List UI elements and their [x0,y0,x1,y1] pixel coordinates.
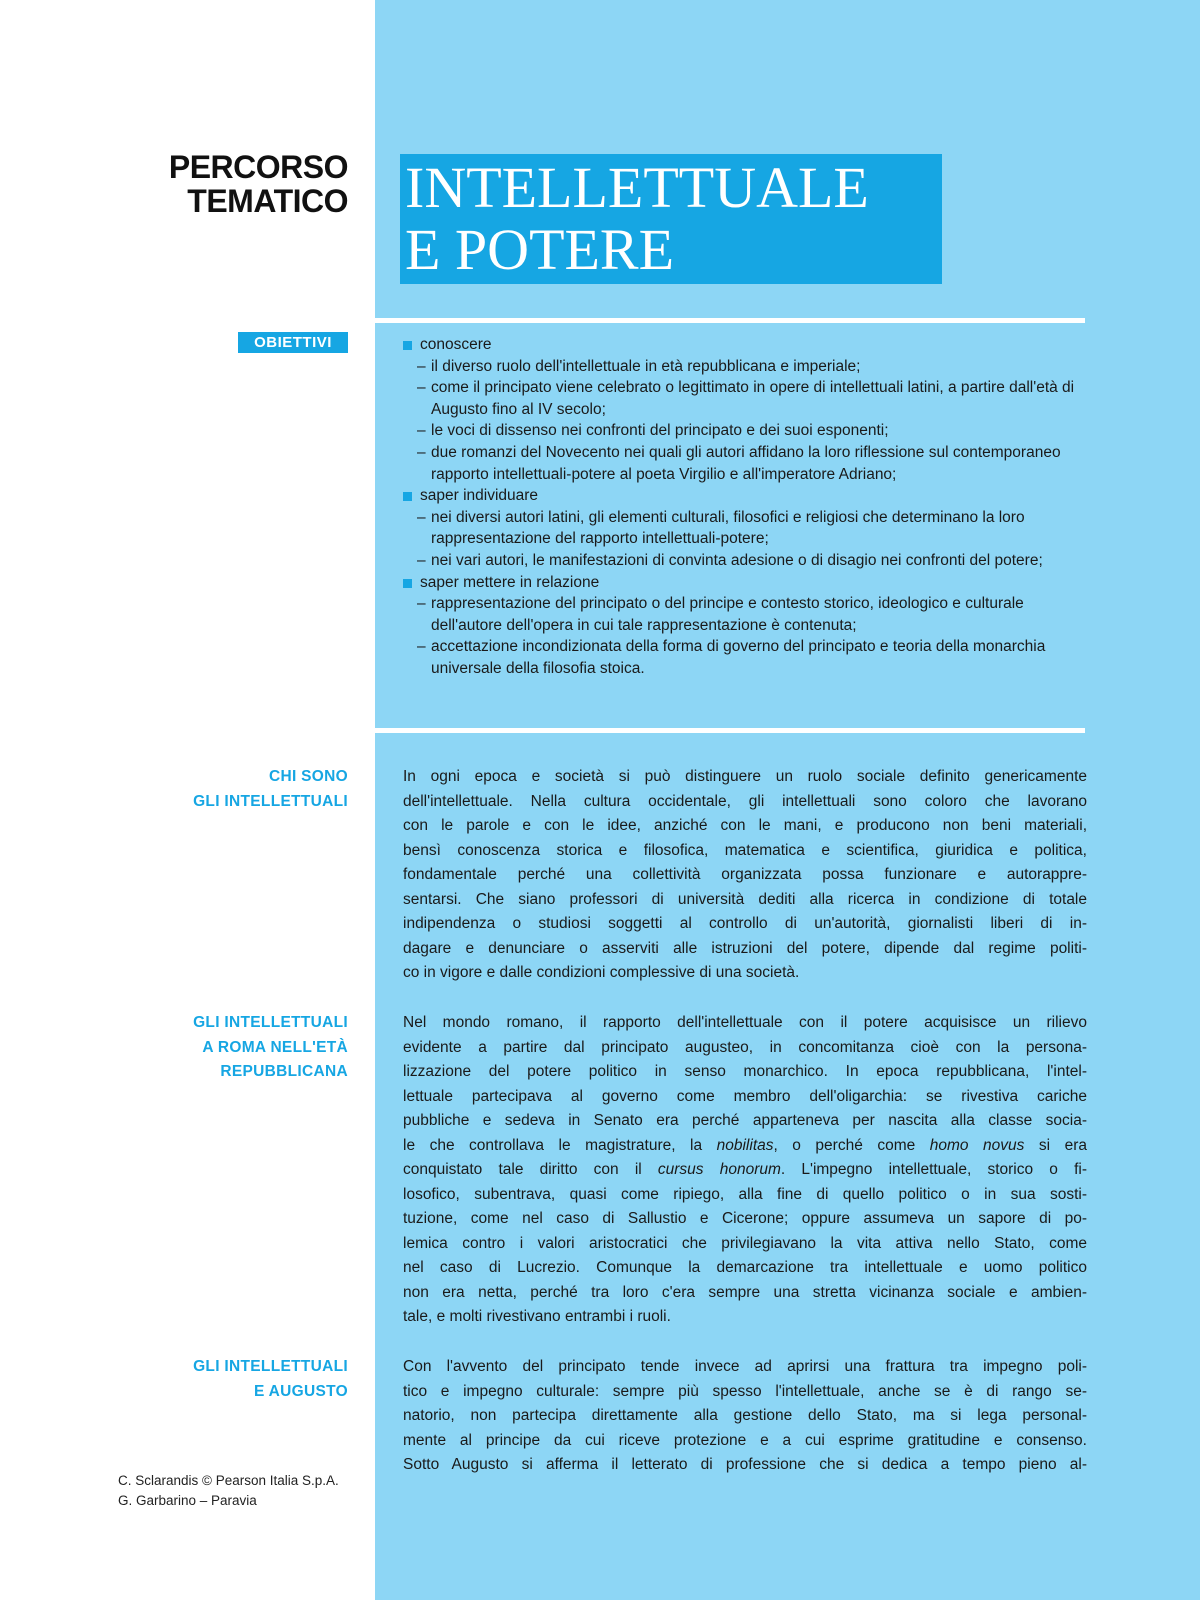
text-line: tico e impegno culturale: sempre più spesso l'intellettuale, anche se è di rango se- [403,1382,1087,1400]
objective-heading-text: conoscere [420,336,492,353]
text-line: le che controllava le magistrature, la nobilitas, o perché come homo novus si era [403,1136,1087,1154]
text-line: tuzione, come nel caso di Sallustio e Cicerone; oppure assumeva un sapore di po- [403,1210,1087,1227]
text-line: lemica contro i valori aristocratici che privilegiavano la vita attiva nello Stato, come [403,1234,1087,1252]
objective-item: – rappresentazione del principato o del principe e contesto storico, ideologico e culturale dell'autore dell'opera in cui tale rappresentazione è contenuta; [403,593,1083,636]
section-heading [120,1355,348,1404]
heading-line: A ROMA NELL'ETÀ [202,1038,348,1056]
text-line: lizzazione del potere politico in senso monarchico. In epoca repubblicana, l'intel- [403,1063,1087,1080]
text-line: dagare e denunciare o asserviti alle istruzioni del potere, dipende dal regime politi- [403,939,1087,957]
section-heading [120,765,348,814]
objective-item-text: due romanzi del Novecento nei quali gli autori affidano la loro riflessione sul contemporaneo rapporto intellettuali-potere al poeta Virgilio e all'imperatore Adriano; [431,443,1061,483]
objective-item: – il diverso ruolo dell'intellettuale in età repubblicana e imperiale; [403,356,1083,378]
square-bullet-icon [403,341,412,350]
objective-heading-text: saper mettere in relazione [420,573,600,591]
objective-item: – accettazione incondizionata della forma di governo del principato e teoria della monarchia universale della filosofia stoica. [403,636,1083,679]
objective-item: – nei vari autori, le manifestazioni di convinta adesione o di disagio nei confronti del potere; [403,550,1083,572]
heading-line: GLI INTELLETTUALI [193,1358,348,1375]
heading-line: CHI SONO [268,768,348,785]
footer-line: G. Garbarino – Paravia [118,1493,257,1508]
text-line: mente al principe da cui riceve protezione e a cui esprime gratitudine e consenso. [403,1431,1087,1449]
objectives-label: OBIETTIVI [238,332,348,353]
text-line: conquistato tale diritto con il cursus honorum. L'impegno intellettuale, storico o fi- [403,1161,1087,1178]
heading-line: GLI INTELLETTUALI [193,792,348,810]
section-heading [120,1011,348,1085]
objective-item: – le voci di dissenso nei confronti del principato e dei suoi esponenti; [403,420,1083,442]
title-line: INTELLETTUALE [405,155,869,220]
objective-item-text: come il principato viene celebrato o legittimato in opere di intellettuali latini, a partire dall'età di Augusto fino al IV secolo; [431,379,1075,418]
text-line: losofico, subentrava, quasi come ripiego, alla fine di quello politico o in sua sosti- [403,1185,1087,1203]
text-line: evidente a partire dal principato augusteo, in concomitanza cioè con la persona- [403,1038,1087,1056]
heading-line: GLI INTELLETTUALI [193,1014,348,1031]
text-line: non era netta, perché tra loro c'era sempre una stretta vicinanza sociale e ambien- [403,1283,1087,1301]
objective-heading [403,485,1083,507]
section-paragraph [403,1011,1087,1330]
text-line: dell'intellettuale. Nella cultura occidentale, gli intellettuali sono coloro che lavorano [403,792,1087,810]
text-line: lettuale partecipava al governo come membro dell'oligarchia: se rivestiva cariche [403,1087,1087,1105]
objective-heading-text: saper individuare [420,487,539,505]
objective-heading [403,572,1083,594]
heading-line: REPUBBLICANA [220,1063,348,1080]
square-bullet-icon [403,492,412,501]
objective-item: – nei diversi autori latini, gli elementi culturali, filosofici e religiosi che determinano la loro rappresentazione del rapporto intellettuali-potere; [403,507,1083,550]
objectives-list [403,334,1083,680]
square-bullet-icon [403,579,412,588]
text-line: co in vigore e dalle condizioni complessive di una società. [403,964,800,981]
text-line: indipendenza o studiosi soggetti al controllo di un'autorità, giornalisti liberi di in- [403,915,1087,932]
text-line: pubbliche e sedeva in Senato era perché apparteneva per nascita alla classe socia- [403,1112,1087,1129]
page-title [400,154,942,284]
divider [375,318,1085,323]
objective-item-text: nei diversi autori latini, gli elementi culturali, filosofici e religiosi che determinano la loro rappresentazione del rapporto intellettuali-potere; [431,508,1025,548]
objective-item-text: le voci di dissenso nei confronti del principato e dei suoi esponenti; [431,422,889,440]
objective-item-text: accettazione incondizionata della forma di governo del principato e teoria della monarchia universale della filosofia stoica. [431,638,1046,677]
text-line: sentarsi. Che siano professori di università dediti alla ricerca in condizione di totale [403,890,1087,908]
objective-item-text: il diverso ruolo dell'intellettuale in età repubblicana e imperiale; [431,357,861,375]
text-line: bensì conoscenza storica e filosofica, matematica e scientifica, giuridica e politica, [403,841,1087,859]
objective-heading [403,334,1083,356]
text-line: con le parole e con le idee, anziché con le mani, e producono non beni materiali, [403,817,1087,834]
section-paragraph [403,765,1087,986]
title-line: E POTERE [405,217,675,282]
text-line: In ogni epoca e società si può distinguere un ruolo sociale definito genericamente [403,768,1087,785]
text-line: Con l'avvento del principato tende invece ad aprirsi una frattura tra impegno poli- [403,1358,1087,1375]
text-line: fondamentale perché una collettività organizzata possa funzionare e autorappre- [403,866,1087,883]
text-line: Nel mondo romano, il rapporto dell'intellettuale con il potere acquisisce un rilievo [403,1014,1087,1031]
section-type-label [120,150,348,218]
copyright-footer [118,1471,378,1511]
percorso-line: PERCORSO [168,149,348,185]
footer-line: C. Sclarandis © Pearson Italia S.p.A. [118,1473,339,1488]
objective-item-text: nei vari autori, le manifestazioni di convinta adesione o di disagio nei confronti del potere; [431,551,1043,569]
text-line: Sotto Augusto si afferma il letterato di professione che si dedica a tempo pieno al- [403,1456,1087,1473]
objective-item: – due romanzi del Novecento nei quali gli autori affidano la loro riflessione sul contemporaneo rapporto intellettuali-potere al poeta Virgilio e all'imperatore Adriano; [403,442,1083,485]
text-line: nel caso di Lucrezio. Comunque la demarcazione tra intellettuale e uomo politico [403,1259,1087,1276]
objective-item-text: rappresentazione del principato o del principe e contesto storico, ideologico e culturale dell'autore dell'opera in cui tale rappresentazione è contenuta; [431,595,1024,634]
text-line: tale, e molti rivestivano entrambi i ruoli. [403,1308,671,1325]
divider [375,728,1085,733]
objective-item: – come il principato viene celebrato o legittimato in opere di intellettuali latini, a partire dall'età di Augusto fino al IV secolo; [403,377,1083,420]
text-line: natorio, non partecipa direttamente alla gestione dello Stato, ma si lega personal- [403,1407,1087,1424]
percorso-line: TEMATICO [187,183,348,219]
heading-line: E AUGUSTO [254,1382,348,1400]
section-paragraph [403,1355,1087,1478]
